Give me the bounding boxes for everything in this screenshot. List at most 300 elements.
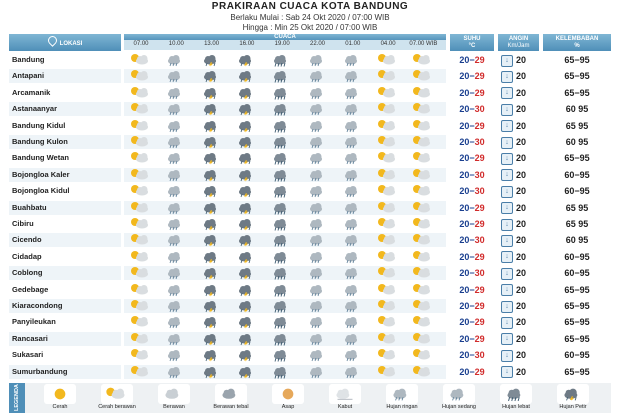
wind-direction-icon: ↓ — [501, 350, 513, 362]
heavy-rain-icon — [267, 315, 297, 329]
thunderstorm-icon — [197, 299, 227, 313]
legend-item-label: Hujan ringan — [386, 404, 418, 410]
partly-cloudy-icon — [408, 365, 438, 379]
location-name[interactable]: Rancasari — [9, 332, 121, 346]
location-name[interactable]: Panyileukan — [12, 317, 56, 327]
rain-cloud-icon — [338, 102, 368, 116]
partly-cloudy-icon — [126, 53, 156, 67]
rain-cloud-icon — [303, 315, 333, 329]
rain-cloud-icon — [303, 201, 333, 215]
wind-direction-icon: ↓ — [501, 153, 513, 165]
heavy-rain-icon — [267, 102, 297, 116]
thunderstorm-icon — [197, 348, 227, 362]
time-label: 01.00 — [345, 41, 361, 47]
heavy-rain-icon — [267, 119, 297, 133]
rain-cloud-icon — [161, 266, 191, 280]
heavy-rain-icon — [267, 365, 297, 379]
partly-cloudy-icon — [126, 217, 156, 231]
table-row — [9, 298, 611, 314]
humidity-range: 65−95 — [564, 366, 590, 377]
table-row — [9, 68, 611, 84]
thunderstorm-icon — [197, 168, 227, 182]
thunderstorm-icon — [232, 135, 262, 149]
humidity-range: 60 95 — [565, 235, 589, 246]
wind-speed: ↓ 20 — [498, 217, 539, 231]
rain-cloud-icon — [338, 233, 368, 247]
wind-direction-icon: ↓ — [501, 366, 513, 378]
rain-cloud-icon — [161, 250, 191, 264]
partly-cloudy-icon — [373, 135, 403, 149]
table-row — [9, 200, 611, 216]
wind-speed: ↓ 20 — [498, 168, 539, 182]
temperature-range: 20−29 — [459, 153, 485, 164]
humidity-range: 65−95 — [564, 333, 590, 344]
table-row — [9, 167, 611, 183]
rain-cloud-icon — [338, 168, 368, 182]
humidity-range: 65−95 — [564, 87, 590, 98]
wind-direction-icon: ↓ — [501, 235, 513, 247]
thunderstorm-icon — [197, 135, 227, 149]
legend-item-label: Berawan — [163, 404, 185, 410]
wind-speed: ↓ 20 — [498, 365, 539, 379]
time-label: 19.00 — [274, 41, 290, 47]
partly-cloudy-icon — [408, 332, 438, 346]
rain-cloud-icon — [338, 86, 368, 100]
rain-cloud-icon — [161, 53, 191, 67]
wind-direction-icon: ↓ — [501, 71, 513, 83]
wind-speed: ↓ 20 — [498, 266, 539, 280]
humidity-range: 65−95 — [564, 284, 590, 295]
table-row — [9, 331, 611, 347]
thunderstorm-icon — [197, 250, 227, 264]
temperature-range: 20−29 — [459, 71, 485, 82]
wind-direction-icon: ↓ — [501, 268, 513, 280]
temperature-range: 20−29 — [459, 120, 485, 131]
wind-speed: ↓ 20 — [498, 119, 539, 133]
partly-cloudy-icon — [408, 168, 438, 182]
partly-cloudy-icon — [408, 315, 438, 329]
rain-cloud-icon — [161, 315, 191, 329]
wind-speed: ↓ 20 — [498, 332, 539, 346]
thunderstorm-icon — [197, 315, 227, 329]
humidity-range: 65−95 — [564, 301, 590, 311]
rain-cloud-icon — [161, 102, 191, 116]
humidity-range: 65−95 — [564, 71, 590, 82]
partly-cloudy-icon — [408, 151, 438, 165]
legend-item — [267, 383, 309, 413]
suhu-header: SUHU °C — [450, 34, 494, 51]
temperature-range: 20−30 — [459, 104, 485, 115]
legend-item — [495, 383, 537, 413]
rain-cloud-icon — [338, 332, 368, 346]
wind-speed: ↓ 20 — [498, 201, 539, 215]
table-row — [9, 118, 611, 134]
rain-cloud-icon — [338, 53, 368, 67]
temperature-range: 20−30 — [459, 137, 485, 147]
partly-cloudy-icon — [408, 119, 438, 133]
location-name[interactable]: Astanaanyar — [9, 102, 121, 116]
partly-cloudy-icon — [126, 119, 156, 133]
rain-cloud-icon — [338, 201, 368, 215]
temperature-range: 20−29 — [459, 55, 485, 65]
thunderstorm-icon — [197, 365, 227, 379]
rain-cloud-icon — [303, 299, 333, 313]
heavy-rain-icon — [267, 332, 297, 346]
time-label: 07.00 — [133, 41, 149, 47]
humidity-range: 60−95 — [564, 169, 590, 180]
wind-direction-icon: ↓ — [501, 301, 513, 313]
heavy-rain-icon — [500, 384, 532, 404]
temperature-range: 20−30 — [459, 169, 485, 180]
humidity-range: 60−95 — [564, 350, 590, 361]
location-name[interactable]: Bandung Wetan — [12, 153, 69, 163]
wind-speed: ↓ 20 — [498, 299, 539, 313]
legend-item — [438, 383, 480, 413]
partly-cloudy-icon — [373, 365, 403, 379]
cuaca-header: CUACA — [124, 34, 446, 41]
fog-icon — [329, 384, 361, 404]
partly-cloudy-icon — [126, 348, 156, 362]
legend-item-label: Asap — [281, 404, 295, 410]
cloud-icon — [158, 384, 190, 404]
legend-item-label: Hujan lebat — [502, 404, 530, 410]
thunderstorm-icon — [232, 315, 262, 329]
partly-cloudy-icon — [373, 233, 403, 247]
partly-cloudy-icon — [373, 283, 403, 297]
rain-cloud-icon — [161, 119, 191, 133]
location-name[interactable]: Buahbatu — [9, 201, 121, 215]
heavy-rain-icon — [267, 283, 297, 297]
table-row — [9, 101, 611, 117]
heavy-rain-icon — [267, 135, 297, 149]
wind-speed: ↓ 20 — [498, 151, 539, 165]
sun-icon — [44, 384, 76, 404]
location-name[interactable]: Cidadap — [12, 251, 42, 261]
valid-from: Berlaku Mulai : Sab 24 Okt 2020 / 07:00 WIB — [230, 13, 390, 22]
legend-item — [96, 383, 138, 413]
rain-cloud-icon — [338, 365, 368, 379]
heavy-rain-icon — [267, 217, 297, 231]
page-header — [0, 0, 620, 34]
wind-direction-icon: ↓ — [501, 219, 513, 231]
partly-cloudy-icon — [126, 332, 156, 346]
heavy-rain-icon — [267, 266, 297, 280]
partly-cloudy-icon — [126, 168, 156, 182]
table-row — [9, 364, 611, 380]
thunderstorm-icon — [197, 86, 227, 100]
location-name[interactable]: Sumurbandung — [9, 365, 121, 379]
rain-cloud-icon — [338, 184, 368, 198]
angin-header: ANGIN Km/Jam — [498, 34, 539, 51]
legend-label: LEGENDA — [9, 383, 25, 413]
partly-cloudy-icon — [373, 332, 403, 346]
legend-item — [153, 383, 195, 413]
thunderstorm-icon — [232, 233, 262, 247]
partly-cloudy-icon — [408, 266, 438, 280]
rain-cloud-icon — [161, 135, 191, 149]
temperature-range: 20−29 — [459, 317, 485, 328]
table-row — [9, 134, 611, 150]
humidity-range: 65 95 — [565, 120, 589, 131]
rain-cloud-icon — [161, 299, 191, 313]
legend-item — [39, 383, 81, 413]
rain-cloud-icon — [161, 69, 191, 83]
rain-cloud-icon — [303, 119, 333, 133]
table-row — [9, 314, 611, 330]
temperature-range: 20−30 — [459, 235, 485, 246]
partly-cloudy-icon — [408, 283, 438, 297]
rain-cloud-icon — [338, 119, 368, 133]
partly-cloudy-icon — [126, 299, 156, 313]
humidity-range: 65 95 — [565, 202, 589, 213]
legend-item-label: Hujan Petir — [559, 404, 587, 410]
wind-speed: ↓ 20 — [498, 135, 539, 149]
partly-cloudy-icon — [373, 119, 403, 133]
heavy-rain-icon — [267, 168, 297, 182]
thunderstorm-icon — [232, 69, 262, 83]
rain-cloud-icon — [161, 86, 191, 100]
partly-cloudy-icon — [126, 250, 156, 264]
thunderstorm-icon — [197, 53, 227, 67]
page-title: PRAKIRAAN CUACA KOTA BANDUNG — [211, 1, 409, 12]
thunderstorm-icon — [197, 184, 227, 198]
wind-direction-icon: ↓ — [501, 317, 513, 329]
heavy-rain-icon — [267, 53, 297, 67]
partly-cloudy-icon — [126, 135, 156, 149]
wind-speed: ↓ 20 — [498, 315, 539, 329]
partly-cloudy-icon — [126, 283, 156, 297]
table-row — [9, 282, 611, 298]
thunderstorm-icon — [232, 299, 262, 313]
rain-cloud-icon — [338, 69, 368, 83]
lokasi-header: LOKASI — [9, 34, 121, 51]
thunderstorm-icon — [557, 384, 589, 404]
wind-speed: ↓ 20 — [498, 233, 539, 247]
temperature-range: 20−29 — [459, 251, 485, 262]
table-row — [9, 232, 611, 248]
temperature-range: 20−29 — [459, 87, 485, 98]
legend-item — [552, 383, 594, 413]
partly-cloudy-icon — [408, 184, 438, 198]
table-row — [9, 347, 611, 363]
wind-speed: ↓ 20 — [498, 102, 539, 116]
partly-cloudy-icon — [408, 102, 438, 116]
wind-direction-icon: ↓ — [501, 251, 513, 263]
rain-cloud-icon — [303, 135, 333, 149]
partly-cloudy-icon — [373, 86, 403, 100]
legend-item — [210, 383, 252, 413]
wind-direction-icon: ↓ — [501, 55, 513, 67]
thunderstorm-icon — [232, 102, 262, 116]
moderate-rain-icon — [443, 384, 475, 404]
location-name[interactable]: Coblong — [9, 266, 121, 280]
rain-cloud-icon — [338, 250, 368, 264]
location-name[interactable]: Antapani — [9, 69, 121, 83]
rain-cloud-icon — [161, 348, 191, 362]
thunderstorm-icon — [232, 332, 262, 346]
rain-cloud-icon — [303, 53, 333, 67]
wind-speed: ↓ 20 — [498, 348, 539, 362]
thunderstorm-icon — [197, 102, 227, 116]
heavy-rain-icon — [267, 250, 297, 264]
legend-item — [381, 383, 423, 413]
rain-cloud-icon — [303, 283, 333, 297]
partly-cloudy-icon — [126, 184, 156, 198]
partly-cloudy-icon — [373, 69, 403, 83]
temperature-range: 20−29 — [459, 333, 485, 344]
time-label: 10.00 — [168, 41, 184, 47]
partly-cloudy-icon — [373, 184, 403, 198]
temperature-range: 20−29 — [459, 202, 485, 213]
partly-cloudy-icon — [126, 201, 156, 215]
heavy-rain-icon — [267, 151, 297, 165]
temperature-range: 20−30 — [459, 268, 485, 279]
rain-cloud-icon — [338, 299, 368, 313]
partly-cloudy-icon — [408, 53, 438, 67]
humidity-range: 60 95 — [565, 137, 589, 147]
location-name[interactable]: Kiaracondong — [9, 299, 121, 313]
rain-cloud-icon — [303, 266, 333, 280]
time-label: 22.00 — [309, 41, 325, 47]
partly-cloudy-icon — [373, 266, 403, 280]
wind-speed: ↓ 20 — [498, 86, 539, 100]
partly-cloudy-icon — [126, 86, 156, 100]
location-name[interactable]: Bandung Kidul — [12, 120, 66, 130]
wind-speed: ↓ 20 — [498, 184, 539, 198]
rain-cloud-icon — [161, 217, 191, 231]
legend-item-label: Cerah berawan — [98, 404, 136, 410]
heavy-rain-icon — [267, 233, 297, 247]
partly-cloudy-icon — [373, 102, 403, 116]
location-name[interactable]: Sukasari — [12, 350, 44, 360]
rain-cloud-icon — [338, 151, 368, 165]
rain-cloud-icon — [161, 365, 191, 379]
partly-cloudy-icon — [126, 266, 156, 280]
wind-speed: ↓ 20 — [498, 283, 539, 297]
table-row — [9, 249, 611, 265]
partly-cloudy-icon — [373, 53, 403, 67]
legend-item-label: Berawan tebal — [213, 404, 249, 410]
thunderstorm-icon — [232, 168, 262, 182]
rain-cloud-icon — [338, 217, 368, 231]
partly-cloudy-icon — [126, 102, 156, 116]
time-label: 07.00 WIB — [409, 41, 438, 47]
thunderstorm-icon — [232, 53, 262, 67]
wind-speed: ↓ 20 — [498, 250, 539, 264]
thunderstorm-icon — [232, 119, 262, 133]
rain-cloud-icon — [338, 315, 368, 329]
partly-cloudy-icon — [126, 233, 156, 247]
rain-cloud-icon — [303, 233, 333, 247]
location-name[interactable]: Bandung Kulon — [9, 135, 121, 149]
heavy-rain-icon — [267, 69, 297, 83]
rain-cloud-icon — [303, 168, 333, 182]
temperature-range: 20−29 — [459, 366, 485, 377]
partly-cloudy-icon — [373, 299, 403, 313]
location-name[interactable]: Bandung — [12, 55, 45, 64]
thunderstorm-icon — [197, 201, 227, 215]
location-name[interactable]: Gedebage — [12, 284, 49, 294]
thunderstorm-icon — [197, 119, 227, 133]
location-name[interactable]: Bojongloa Kaler — [9, 168, 121, 182]
humidity-range: 65 95 — [565, 219, 589, 229]
time-label: 16.00 — [239, 41, 255, 47]
wind-direction-icon: ↓ — [501, 137, 513, 149]
wind-direction-icon: ↓ — [501, 87, 513, 99]
time-label: 13.00 — [204, 41, 220, 47]
wind-direction-icon: ↓ — [501, 186, 513, 198]
thunderstorm-icon — [232, 266, 262, 280]
thunderstorm-icon — [232, 250, 262, 264]
haze-icon — [272, 384, 304, 404]
thunderstorm-icon — [232, 86, 262, 100]
legend-item-label: Hujan sedang — [442, 404, 476, 410]
humidity-range: 65−95 — [564, 153, 590, 164]
partly-cloudy-icon — [408, 135, 438, 149]
partly-cloudy-icon — [408, 201, 438, 215]
thunderstorm-icon — [197, 283, 227, 297]
valid-until: Hingga : Min 25 Okt 2020 / 07:00 WIB — [242, 23, 378, 32]
thunderstorm-icon — [197, 233, 227, 247]
rain-cloud-icon — [303, 348, 333, 362]
wind-direction-icon: ↓ — [501, 169, 513, 181]
temperature-range: 20−29 — [459, 219, 485, 229]
rain-cloud-icon — [338, 135, 368, 149]
thunderstorm-icon — [197, 151, 227, 165]
table-row — [9, 265, 611, 281]
rain-cloud-icon — [338, 348, 368, 362]
rain-cloud-icon — [303, 250, 333, 264]
partly-cloudy-icon — [408, 299, 438, 313]
temperature-range: 20−30 — [459, 186, 485, 197]
humidity-range: 65−95 — [564, 317, 590, 328]
thunderstorm-icon — [232, 217, 262, 231]
time-label: 04.00 — [380, 41, 396, 47]
location-name[interactable]: Bojongloa Kidul — [12, 186, 70, 196]
heavy-rain-icon — [267, 184, 297, 198]
thunderstorm-icon — [232, 201, 262, 215]
rain-cloud-icon — [161, 201, 191, 215]
rain-cloud-icon — [338, 283, 368, 297]
location-name[interactable]: Arcamanik — [12, 87, 51, 97]
kelembaban-header: KELEMBABAN % — [543, 34, 611, 51]
heavy-rain-icon — [267, 299, 297, 313]
rain-cloud-icon — [303, 365, 333, 379]
partly-cloudy-icon — [408, 86, 438, 100]
heavy-rain-icon — [267, 201, 297, 215]
thunderstorm-icon — [232, 184, 262, 198]
partly-cloudy-icon — [373, 250, 403, 264]
temperature-range: 20−29 — [459, 301, 485, 311]
partly-cloudy-icon — [373, 348, 403, 362]
rain-cloud-icon — [303, 86, 333, 100]
partly-cloudy-icon — [408, 348, 438, 362]
rain-cloud-icon — [161, 168, 191, 182]
rain-cloud-icon — [161, 151, 191, 165]
partly-cloudy-icon — [373, 201, 403, 215]
heavy-rain-icon — [267, 348, 297, 362]
partly-cloudy-icon — [373, 168, 403, 182]
wind-speed: ↓ 20 — [498, 53, 539, 67]
location-name[interactable]: Cicendo — [9, 233, 121, 247]
partly-cloudy-icon — [126, 365, 156, 379]
thunderstorm-icon — [232, 151, 262, 165]
thunderstorm-icon — [197, 217, 227, 231]
location-name[interactable]: Cibiru — [12, 219, 34, 228]
partly-cloudy-icon — [126, 69, 156, 83]
table-row — [9, 183, 611, 199]
rain-cloud-icon — [161, 283, 191, 297]
